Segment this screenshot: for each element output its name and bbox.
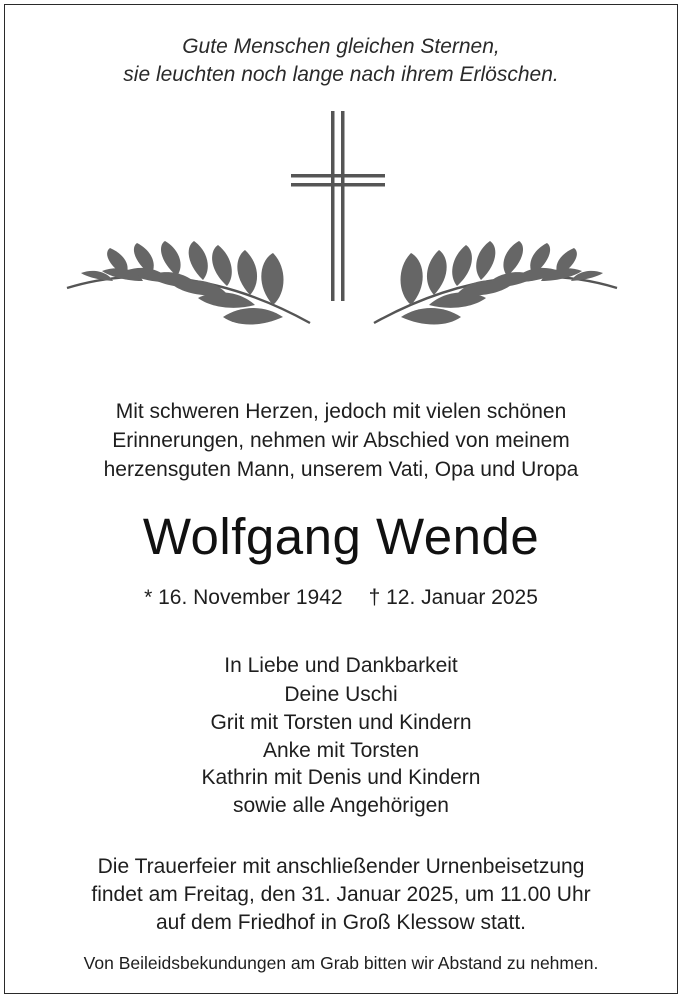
cross-icon bbox=[291, 111, 385, 301]
mourner-line: Kathrin mit Denis und Kindern bbox=[201, 766, 481, 789]
palm-branch-left-icon bbox=[67, 241, 310, 325]
palm-branch-right-icon bbox=[374, 241, 617, 325]
service-line-2: findet am Freitag, den 31. Januar 2025, um 11.00 Uhr bbox=[91, 883, 591, 906]
life-dates bbox=[5, 586, 677, 610]
service-line-3: auf dem Friedhof in Groß Klessow statt. bbox=[156, 911, 526, 934]
condolence-note: Von Beileidsbekundungen am Grab bitten wir Abstand zu nehmen. bbox=[83, 953, 599, 973]
cross-and-branches-emblem bbox=[5, 5, 679, 345]
service-line-1: Die Trauerfeier mit anschließender Urnenbeisetzung bbox=[97, 855, 585, 878]
intro-line-3: herzensguten Mann, unserem Vati, Opa und Uropa bbox=[103, 458, 579, 481]
mourners-heading: In Liebe und Dankbarkeit bbox=[224, 654, 458, 677]
deceased-name: Wolfgang Wende bbox=[142, 508, 540, 565]
quote-line-2: sie leuchten noch lange nach ihrem Erlöschen. bbox=[123, 63, 559, 86]
intro-line-2: Erinnerungen, nehmen wir Abschied von meinem bbox=[112, 429, 570, 452]
birth-date: * 16. November 1942 bbox=[144, 586, 343, 609]
mourner-line: Anke mit Torsten bbox=[262, 739, 419, 762]
intro-line-1: Mit schweren Herzen, jedoch mit vielen schönen bbox=[115, 400, 567, 423]
mourner-line: Grit mit Torsten und Kindern bbox=[210, 711, 472, 734]
mourner-line: Deine Uschi bbox=[284, 683, 398, 706]
death-date: † 12. Januar 2025 bbox=[368, 586, 538, 609]
quote-line-1: Gute Menschen gleichen Sternen, bbox=[182, 35, 500, 58]
obituary-notice bbox=[4, 4, 678, 994]
mourner-line: sowie alle Angehörigen bbox=[233, 794, 449, 817]
